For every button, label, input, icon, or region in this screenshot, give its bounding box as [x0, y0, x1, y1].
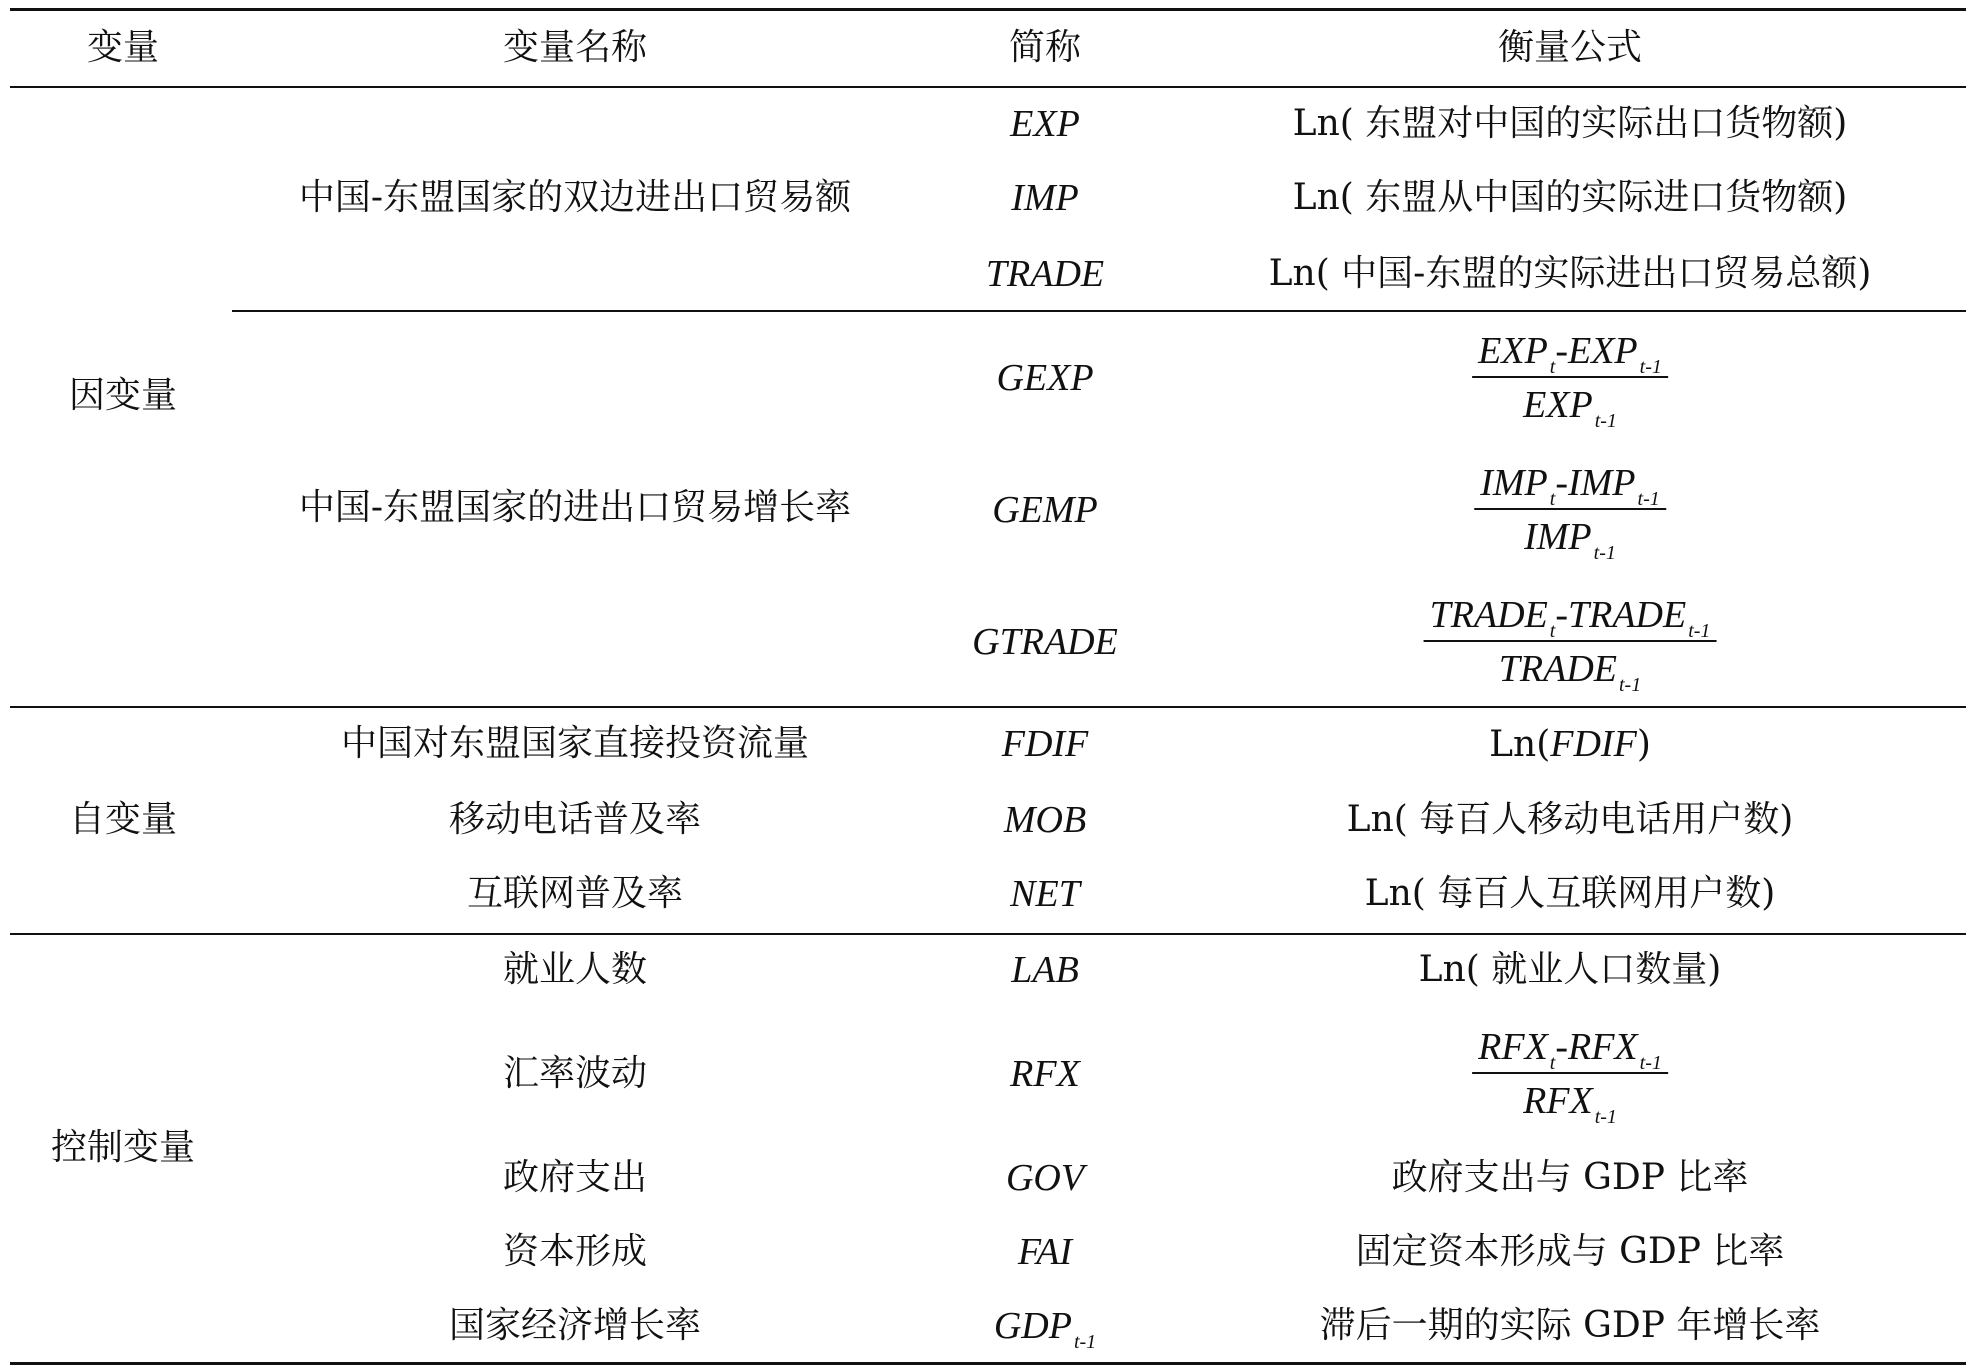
abbr-fdif: FDIF [1001, 723, 1089, 765]
abbr-rfx: RFX [1010, 1053, 1080, 1095]
rfx-denominator: RFX $_{t-1}$ [1523, 1080, 1617, 1128]
formula-fdif-prefix: Ln( [1489, 724, 1551, 765]
abbr-gdp-sub: t-1 [1073, 1331, 1097, 1353]
name-internet: 互联网普及率 [466, 873, 684, 914]
name-gdp-growth: 国家经济增长率 [448, 1305, 702, 1346]
formula-fai: 固定资本形成与 GDP 比率 [1355, 1231, 1785, 1272]
formula-lab: Ln( 就业人口数量) [1418, 949, 1722, 990]
gemp-denominator: IMP $_{t-1}$ [1524, 516, 1616, 564]
gemp-numerator: IMP $_t$-IMP $_{t-1}$ [1480, 462, 1660, 510]
dependent-inner-rule [232, 310, 1966, 312]
name-mobile: 移动电话普及率 [448, 799, 702, 840]
header-variable-name: 变量名称 [502, 27, 648, 68]
rfx-fraction-bar [1472, 1072, 1668, 1074]
formula-gov: 政府支出与 GDP 比率 [1391, 1157, 1749, 1198]
name-bilateral-trade: 中国-东盟国家的双边进出口贸易额 [298, 177, 852, 218]
name-gov: 政府支出 [502, 1157, 648, 1198]
abbr-fai: FAI [1017, 1231, 1073, 1273]
formula-gexp-fraction [1472, 330, 1668, 432]
formula-rfx-fraction [1472, 1026, 1668, 1128]
abbr-trade: TRADE [985, 253, 1105, 295]
abbr-gdp-base: GDP [993, 1305, 1072, 1347]
name-employment: 就业人数 [502, 949, 648, 990]
top-rule [10, 8, 1966, 11]
header-formula: 衡量公式 [1497, 27, 1643, 68]
header-rule [10, 86, 1966, 88]
abbr-exp: EXP [1010, 103, 1080, 145]
formula-gemp-fraction [1474, 462, 1666, 564]
gtrade-numerator: TRADE $_t$-TRADE $_{t-1}$ [1429, 594, 1711, 642]
gexp-numerator: EXP $_t$-EXP $_{t-1}$ [1478, 330, 1662, 378]
name-fdi: 中国对东盟国家直接投资流量 [340, 723, 810, 764]
bottom-rule [10, 1362, 1966, 1365]
rfx-numerator: RFX $_t$-RFX $_{t-1}$ [1478, 1026, 1662, 1074]
name-trade-growth: 中国-东盟国家的进出口贸易增长率 [298, 487, 852, 528]
gtrade-fraction-bar [1424, 640, 1717, 642]
group-dependent: 因变量 [68, 375, 178, 416]
independent-rule [10, 706, 1966, 708]
abbr-mob: MOB [1003, 799, 1087, 841]
formula-gtrade-fraction [1424, 594, 1717, 696]
group-independent: 自变量 [68, 799, 178, 840]
formula-gdp: 滞后一期的实际 GDP 年增长率 [1319, 1305, 1821, 1346]
abbr-gov: GOV [1005, 1157, 1085, 1199]
abbr-imp: IMP [1011, 177, 1079, 219]
abbr-gtrade: GTRADE [972, 621, 1118, 663]
formula-fdif [1489, 725, 1651, 763]
formula-fdif-var: FDIF [1550, 723, 1637, 765]
gexp-fraction-bar [1472, 376, 1668, 378]
formula-net: Ln( 每百人互联网用户数) [1364, 873, 1776, 914]
formula-mob: Ln( 每百人移动电话用户数) [1346, 799, 1794, 840]
formula-fdif-suffix: ) [1636, 724, 1651, 765]
control-rule [10, 933, 1966, 935]
abbr-lab: LAB [1011, 949, 1079, 991]
name-fx: 汇率波动 [502, 1053, 648, 1094]
gexp-denominator: EXP $_{t-1}$ [1523, 384, 1617, 432]
gtrade-denominator: TRADE $_{t-1}$ [1498, 648, 1642, 696]
formula-trade: Ln( 中国-东盟的实际进出口贸易总额) [1268, 253, 1872, 294]
abbr-gemp: GEMP [992, 489, 1098, 531]
formula-exp: Ln( 东盟对中国的实际出口货物额) [1292, 103, 1848, 144]
abbr-gdp-lag [993, 1305, 1097, 1353]
name-capital: 资本形成 [502, 1231, 648, 1272]
formula-imp: Ln( 东盟从中国的实际进口货物额) [1292, 177, 1848, 218]
abbr-net: NET [1010, 873, 1080, 915]
header-variable: 变量 [86, 27, 160, 68]
header-abbr: 简称 [1008, 27, 1082, 68]
abbr-gexp: GEXP [996, 357, 1094, 399]
group-control: 控制变量 [50, 1127, 196, 1168]
